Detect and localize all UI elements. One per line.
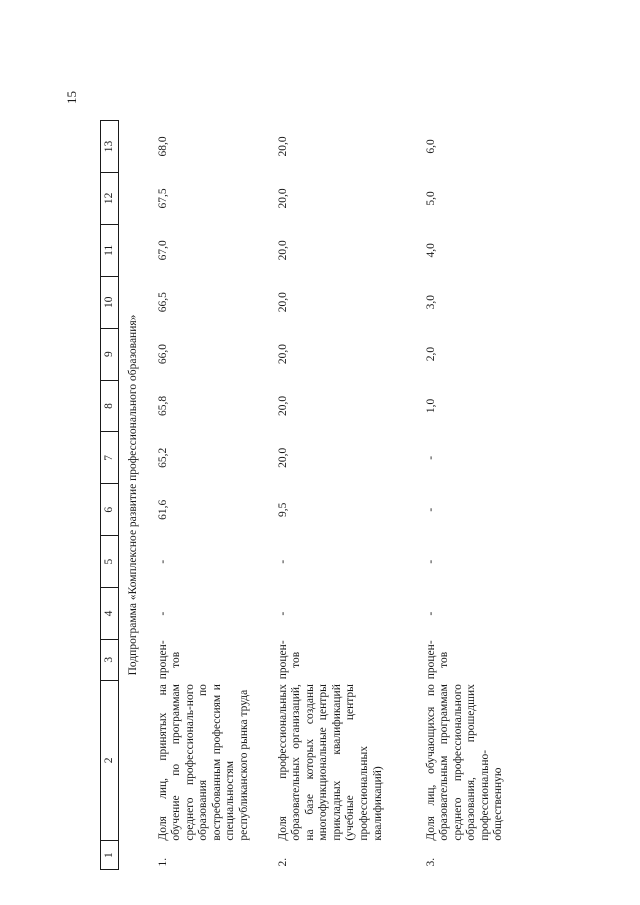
column-header: 9 <box>101 328 119 380</box>
row-number: 3. <box>424 857 437 867</box>
value-cell: 9,5 <box>276 502 289 517</box>
unit-cell: процен-тов <box>424 640 451 680</box>
value-cell: 4,0 <box>424 243 437 258</box>
value-cell: - <box>424 455 437 460</box>
value-cell: 20,0 <box>276 292 289 313</box>
subprogram-title: Подпрограмма «Комплексное развитие профессионального образования» <box>127 314 139 676</box>
row-number: 2. <box>276 857 289 867</box>
unit-cell: процен-тов <box>276 640 303 680</box>
column-header: 1 <box>101 841 119 870</box>
value-cell: - <box>156 559 169 564</box>
column-header: 11 <box>101 224 119 276</box>
table-row <box>149 121 269 870</box>
column-header: 4 <box>101 588 119 640</box>
indicator-text: Доля лиц, обучающихся по образовательным программам среднего профессионального образования, прошедших профессионально-общественную <box>424 684 505 841</box>
value-cell: 20,0 <box>276 395 289 417</box>
value-cell: - <box>424 559 437 564</box>
value-cell: 3,0 <box>424 295 437 310</box>
value-cell: 20,0 <box>276 188 289 209</box>
indicator-text: Доля лиц, принятых на обучение по программам среднего профессиональ-ного образования по востребованным профессиям и специальностям республиканского рынка труда <box>156 684 250 841</box>
column-header: 10 <box>101 276 119 328</box>
value-cell: 67,5 <box>156 188 169 209</box>
unit-cell: процен-тов <box>156 640 183 680</box>
value-cell: 2,0 <box>424 346 437 362</box>
table-row <box>269 121 417 870</box>
value-cell: 66,5 <box>156 292 169 313</box>
value-cell: 66,0 <box>156 344 169 365</box>
row-number: 1. <box>156 857 169 867</box>
column-header: 6 <box>101 484 119 536</box>
table-row <box>417 121 529 870</box>
value-cell: 65,8 <box>156 395 169 417</box>
column-header: 7 <box>101 432 119 484</box>
column-header: 2 <box>101 680 119 841</box>
column-header: 12 <box>101 172 119 224</box>
value-cell: 61,6 <box>156 499 169 520</box>
value-cell: 65,2 <box>156 447 169 468</box>
value-cell: - <box>276 611 289 616</box>
value-cell: 68,0 <box>156 136 169 157</box>
value-cell: 67,0 <box>156 240 169 261</box>
value-cell: - <box>156 611 169 616</box>
column-number-row <box>101 121 119 870</box>
subprogram-row <box>119 121 149 870</box>
value-cell: - <box>424 507 437 512</box>
value-cell: - <box>276 559 289 564</box>
value-cell: 5,0 <box>424 191 437 206</box>
value-cell: 20,0 <box>276 344 289 365</box>
value-cell: 20,0 <box>276 240 289 261</box>
value-cell: - <box>424 611 437 616</box>
value-cell: 20,0 <box>276 136 289 157</box>
indicator-text: Доля профессиональных образовательных организаций, на базе которых созданы многофункциональные центры прикладных квалификаций (учебные центры профессиональных квалификаций) <box>276 684 384 841</box>
column-header: 8 <box>101 380 119 432</box>
column-header: 3 <box>101 639 119 680</box>
indicators-table <box>100 120 529 870</box>
value-cell: 6,0 <box>424 139 437 154</box>
value-cell: 1,0 <box>424 398 437 414</box>
column-header: 5 <box>101 536 119 588</box>
column-header: 13 <box>101 121 119 173</box>
rotated-table-container <box>100 120 520 870</box>
value-cell: 20,0 <box>276 447 289 468</box>
page-number: 15 <box>64 91 79 104</box>
